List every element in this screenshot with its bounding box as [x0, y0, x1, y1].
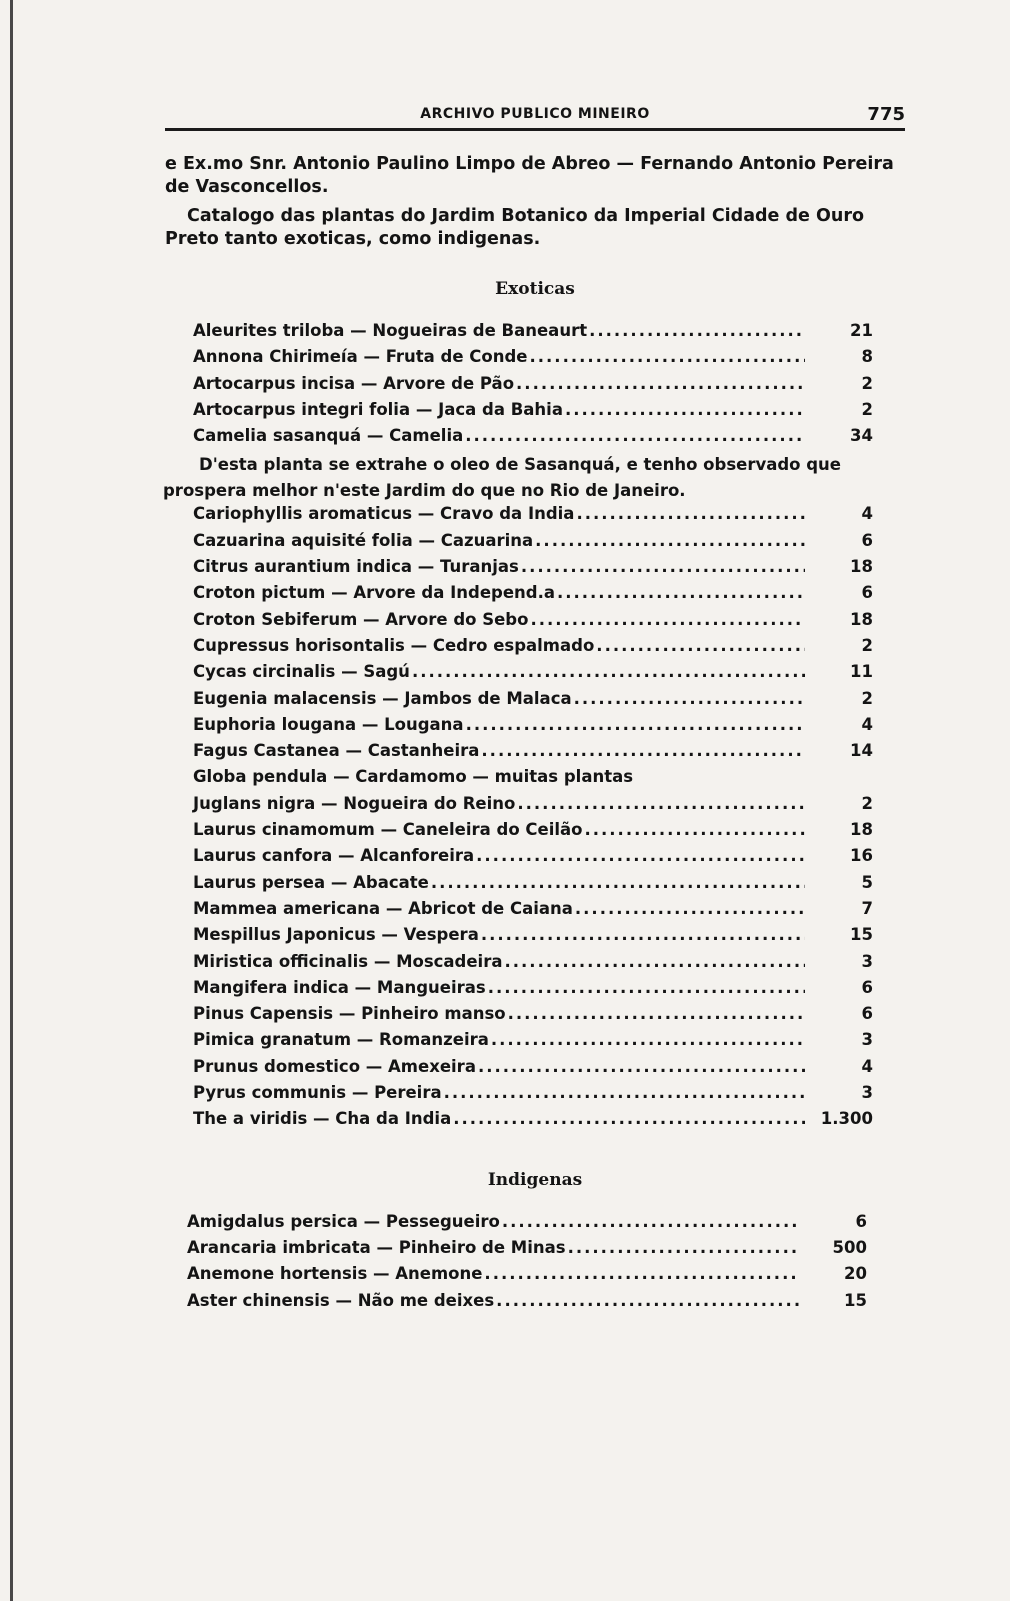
catalog-entry	[193, 347, 873, 373]
plant-quantity: 18	[850, 609, 873, 629]
dot-leader	[505, 952, 806, 971]
catalog-entry	[187, 1238, 867, 1264]
plant-name: Cupressus horisontalis — Cedro espalmado	[193, 635, 595, 655]
dot-leader	[565, 400, 805, 419]
catalog-entry	[187, 1264, 867, 1290]
plant-name: Euphoria lougana — Lougana	[193, 714, 464, 734]
plant-quantity: 8	[861, 347, 873, 367]
dot-leader	[575, 899, 805, 918]
dot-leader	[596, 636, 805, 655]
plant-name: Aster chinensis — Não me deixes	[187, 1290, 495, 1310]
plant-quantity: 500	[832, 1237, 867, 1257]
plant-quantity: 4	[861, 1056, 873, 1076]
catalog-entry	[193, 374, 873, 400]
plant-name: Prunus domestico — Amexeira	[193, 1056, 476, 1076]
plant-name: Laurus canfora — Alcanforeira	[193, 846, 475, 866]
catalog-entry	[193, 715, 873, 741]
dot-leader	[521, 557, 805, 576]
dot-leader	[517, 794, 805, 813]
plant-name: Globa pendula — Cardamomo — muitas plantas	[193, 767, 634, 787]
plant-name: The a viridis — Cha da India	[193, 1109, 452, 1129]
dot-leader	[465, 426, 805, 445]
plant-quantity: 18	[850, 820, 873, 840]
plant-quantity: 6	[861, 977, 873, 997]
plant-quantity: 15	[844, 1290, 867, 1310]
plant-name: Mespillus Japonicus — Vespera	[193, 925, 479, 945]
header-rule	[165, 128, 905, 131]
catalog-entry	[187, 1291, 867, 1317]
catalog-entry	[193, 846, 873, 872]
plant-quantity: 21	[850, 321, 873, 340]
dot-leader	[444, 1083, 805, 1102]
dot-leader	[478, 1057, 805, 1076]
indigenas-list	[187, 1212, 867, 1317]
catalog-entry	[193, 689, 873, 715]
plant-quantity: 2	[861, 688, 873, 708]
dot-leader	[502, 1212, 799, 1231]
dot-leader	[476, 846, 805, 865]
catalog-entry	[193, 321, 873, 347]
plant-quantity: 2	[861, 793, 873, 813]
plant-name: Annona Chirimeía — Fruta de Conde	[193, 347, 528, 367]
plant-quantity: 2	[861, 399, 873, 419]
intro-paragraph-2: Catalogo das plantas do Jardim Botanico da Imperial Cidade de Ouro Preto tanto exoticas, como indigenas.	[165, 206, 864, 249]
dot-leader	[412, 662, 805, 681]
dot-leader	[584, 820, 805, 839]
plant-name: Cazuarina aquisité folia — Cazuarina	[193, 530, 534, 550]
catalog-entry	[193, 636, 873, 662]
dot-leader	[484, 1264, 799, 1283]
plant-name: Cariophyllis aromaticus — Cravo da India	[193, 504, 575, 524]
plant-quantity: 14	[850, 741, 873, 761]
dot-leader	[496, 1291, 799, 1310]
globa-entry	[193, 767, 873, 793]
catalog-entry	[193, 794, 873, 820]
intro-paragraph-1: e Ex.mo Snr. Antonio Paulino Limpo de Abreo — Fernando Antonio Pereira de Vasconcellos.	[165, 154, 894, 197]
plant-quantity: 3	[861, 1030, 873, 1050]
plant-name: Miristica officinalis — Moscadeira	[193, 951, 503, 971]
plant-quantity: 6	[861, 1004, 873, 1024]
plant-quantity: 3	[861, 1083, 873, 1103]
dot-leader	[491, 1030, 805, 1049]
section-title-exoticas: Exoticas	[495, 279, 575, 299]
plant-quantity: 11	[850, 662, 873, 682]
plant-name: Pinus Capensis — Pinheiro manso	[193, 1004, 506, 1024]
catalog-entry	[193, 820, 873, 846]
dot-leader	[516, 374, 805, 393]
plant-quantity: 2	[861, 635, 873, 655]
catalog-entry	[193, 400, 873, 426]
catalog-entry	[193, 873, 873, 899]
exoticas-list	[163, 321, 873, 1136]
plant-quantity: 6	[861, 583, 873, 603]
dot-leader	[481, 925, 805, 944]
page-number: 775	[867, 104, 905, 125]
camelia-note: D'esta planta se extrahe o oleo de Sasanquá, e tenho observado que prospera melhor n'este Jardim do que no Rio de Janeiro.	[163, 455, 841, 501]
plant-name: Eugenia malacensis — Jambos de Malaca	[193, 688, 572, 708]
page-spine-edge	[10, 0, 13, 1601]
plant-name: Anemone hortensis — Anemone	[187, 1264, 483, 1284]
plant-quantity: 34	[850, 426, 873, 446]
plant-name: Mammea americana — Abricot de Caiana	[193, 898, 573, 918]
dot-leader	[453, 1109, 805, 1128]
dot-leader	[576, 504, 805, 523]
dot-leader	[508, 1004, 805, 1023]
running-head: ARCHIVO PUBLICO MINEIRO	[420, 106, 650, 122]
plant-name: Laurus cinamomum — Caneleira do Ceilão	[193, 820, 583, 840]
catalog-entry	[193, 978, 873, 1004]
catalog-entry	[193, 1057, 873, 1083]
plant-quantity: 3	[861, 951, 873, 971]
catalog-entry	[193, 899, 873, 925]
plant-name: Croton pictum — Arvore da Independ.a	[193, 583, 555, 603]
catalog-entry	[193, 583, 873, 609]
plant-name: Aleurites triloba — Nogueiras de Baneaurt	[193, 321, 588, 340]
dot-leader	[481, 741, 805, 760]
catalog-entry	[193, 504, 873, 530]
plant-quantity: 6	[861, 530, 873, 550]
dot-leader	[535, 531, 805, 550]
plant-quantity: 7	[861, 898, 873, 918]
plant-quantity: 15	[850, 925, 873, 945]
plant-quantity: 1.300	[820, 1109, 873, 1129]
plant-quantity: 6	[855, 1211, 867, 1231]
catalog-entry	[193, 531, 873, 557]
dot-leader	[568, 1238, 799, 1257]
plant-name: Juglans nigra — Nogueira do Reino	[193, 793, 516, 813]
plant-quantity: 2	[861, 373, 873, 393]
plant-name: Mangifera indica — Mangueiras	[193, 977, 486, 997]
catalog-entry	[193, 557, 873, 583]
catalog-entry	[193, 1004, 873, 1030]
plant-name: Pimica granatum — Romanzeira	[193, 1030, 489, 1050]
catalog-entry	[193, 925, 873, 951]
plant-name: Fagus Castanea — Castanheira	[193, 741, 480, 761]
dot-leader	[530, 347, 806, 366]
dot-leader	[574, 689, 805, 708]
plant-name: Artocarpus integri folia — Jaca da Bahia	[193, 399, 563, 419]
catalog-entry	[193, 1083, 873, 1109]
dot-leader	[557, 583, 805, 602]
plant-quantity: 4	[861, 714, 873, 734]
dot-leader	[431, 873, 805, 892]
catalog-entry	[193, 610, 873, 636]
catalog-entry	[193, 1030, 873, 1056]
catalog-entry	[193, 662, 873, 688]
plant-name: Amigdalus persica — Pessegueiro	[187, 1211, 500, 1231]
page-header	[165, 100, 905, 126]
plant-quantity: 4	[861, 504, 873, 524]
plant-name: Laurus persea — Abacate	[193, 872, 429, 892]
plant-quantity: 18	[850, 557, 873, 577]
catalog-entry	[193, 426, 873, 452]
catalog-entry	[193, 952, 873, 978]
plant-quantity: 16	[850, 846, 873, 866]
dot-leader	[589, 321, 805, 340]
document-page	[165, 100, 905, 1317]
catalog-entry	[193, 1109, 873, 1135]
dot-leader	[530, 610, 805, 629]
plant-name: Camelia sasanquá — Camelia	[193, 426, 464, 446]
plant-name: Artocarpus incisa — Arvore de Pão	[193, 373, 515, 393]
plant-quantity: 20	[844, 1264, 867, 1284]
plant-quantity: 5	[861, 872, 873, 892]
dot-leader	[488, 978, 805, 997]
plant-name: Citrus aurantium indica — Turanjas	[193, 557, 519, 577]
catalog-entry	[193, 741, 873, 767]
section-title-indigenas: Indigenas	[487, 1169, 583, 1190]
plant-name: Arancaria imbricata — Pinheiro de Minas	[187, 1237, 566, 1257]
dot-leader	[466, 715, 805, 734]
catalog-entry	[187, 1212, 867, 1238]
plant-name: Croton Sebiferum — Arvore do Sebo	[193, 609, 529, 629]
plant-name: Pyrus communis — Pereira	[193, 1083, 442, 1103]
plant-name: Cycas circinalis — Sagú	[193, 662, 410, 682]
